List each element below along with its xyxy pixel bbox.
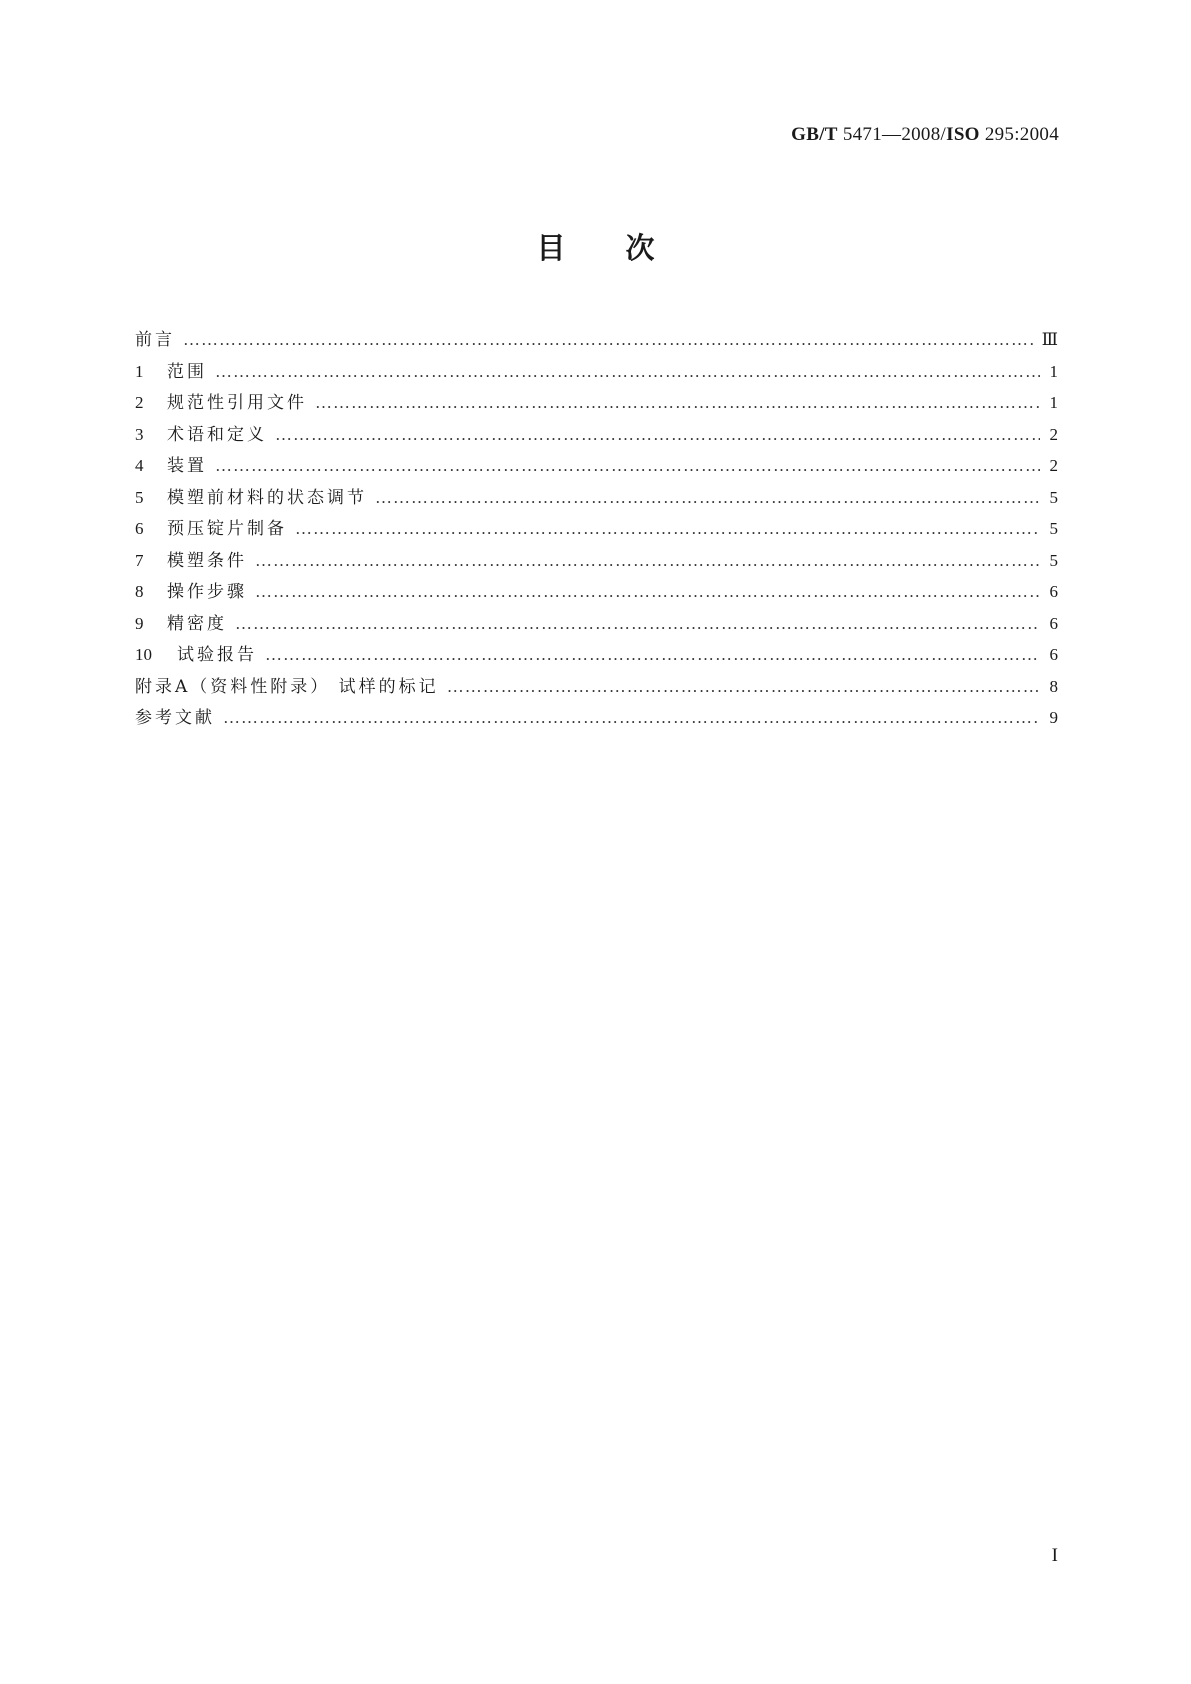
toc-entry-label: 术语和定义 <box>167 424 267 445</box>
toc-leader-dots <box>183 324 1036 356</box>
toc-entry-label: 操作步骤 <box>167 582 247 602</box>
table-of-contents <box>135 324 1058 734</box>
toc-entry-label: 试验报告 <box>177 645 257 665</box>
iso-code-bold: ISO <box>946 124 980 145</box>
toc-entry-5[interactable] <box>135 482 1058 514</box>
toc-leader-dots <box>235 608 1040 640</box>
toc-leader-dots <box>447 671 1040 703</box>
toc-leader-dots <box>215 450 1040 482</box>
standard-number <box>791 124 1059 146</box>
toc-entry-10[interactable] <box>135 639 1058 671</box>
toc-entry-label: 精密度 <box>167 613 227 634</box>
toc-entry-4[interactable] <box>135 450 1058 482</box>
toc-entry-number: 9 <box>135 613 144 633</box>
toc-entry-number: 6 <box>135 519 144 538</box>
toc-entry-7[interactable] <box>135 545 1058 577</box>
toc-entry-2[interactable] <box>135 387 1058 419</box>
toc-entry-label: 规范性引用文件 <box>167 393 307 413</box>
toc-entry-foreword[interactable] <box>135 324 1058 356</box>
toc-entry-label: 模塑条件 <box>167 550 247 571</box>
page-number: I <box>1051 1545 1058 1566</box>
toc-entry-page: 1 <box>1049 361 1058 381</box>
toc-entry-page: 5 <box>1049 550 1058 570</box>
toc-leader-dots <box>215 356 1040 388</box>
toc-entry-label: 附录A（资料性附录） 试样的标记 <box>135 676 439 697</box>
toc-leader-dots <box>275 419 1040 451</box>
toc-entry-page: 6 <box>1049 582 1058 601</box>
toc-entry-8[interactable] <box>135 576 1058 608</box>
toc-entry-page: 8 <box>1049 676 1058 696</box>
toc-entry-number: 2 <box>135 393 144 412</box>
toc-entry-label: 装置 <box>167 456 207 476</box>
toc-leader-dots <box>255 545 1040 577</box>
toc-leader-dots <box>223 702 1040 734</box>
toc-entry-label: 范围 <box>167 361 207 382</box>
toc-entry-page: 1 <box>1049 393 1058 412</box>
toc-entry-3[interactable] <box>135 419 1058 451</box>
toc-entry-label: 参考文献 <box>135 708 215 728</box>
toc-entry-page: Ⅲ <box>1041 330 1058 349</box>
toc-entry-number: 10 <box>135 645 152 664</box>
toc-entry-page: 9 <box>1049 708 1058 727</box>
toc-entry-label: 前言 <box>135 330 175 350</box>
toc-leader-dots <box>265 639 1040 671</box>
toc-entry-label: 模塑前材料的状态调节 <box>167 487 367 508</box>
toc-entry-number: 7 <box>135 550 144 570</box>
toc-entry-label: 预压锭片制备 <box>167 519 287 539</box>
toc-entry-number: 1 <box>135 361 144 381</box>
toc-entry-page: 2 <box>1049 424 1058 444</box>
toc-entry-number: 4 <box>135 456 144 475</box>
toc-leader-dots <box>255 576 1040 608</box>
toc-entry-page: 5 <box>1049 519 1058 538</box>
iso-code-rest: 295:2004 <box>979 124 1059 145</box>
toc-entry-9[interactable] <box>135 608 1058 640</box>
toc-entry-number: 8 <box>135 582 144 601</box>
standard-code-bold: GB/T <box>791 124 838 145</box>
toc-entry-bibliography[interactable] <box>135 702 1058 734</box>
toc-title: 目次 <box>536 231 715 265</box>
toc-entry-page: 6 <box>1049 613 1058 633</box>
toc-entry-annex-a[interactable] <box>135 671 1058 703</box>
toc-entry-page: 2 <box>1049 456 1058 475</box>
toc-entry-6[interactable] <box>135 513 1058 545</box>
toc-entry-page: 6 <box>1049 645 1058 664</box>
toc-entry-1[interactable] <box>135 356 1058 388</box>
toc-entry-number: 5 <box>135 487 144 507</box>
standard-code-rest: 5471—2008/ <box>837 124 947 145</box>
toc-leader-dots <box>375 482 1040 514</box>
toc-entry-number: 3 <box>135 424 144 444</box>
toc-leader-dots <box>295 513 1040 545</box>
toc-entry-page: 5 <box>1049 487 1058 507</box>
toc-leader-dots <box>315 387 1040 419</box>
